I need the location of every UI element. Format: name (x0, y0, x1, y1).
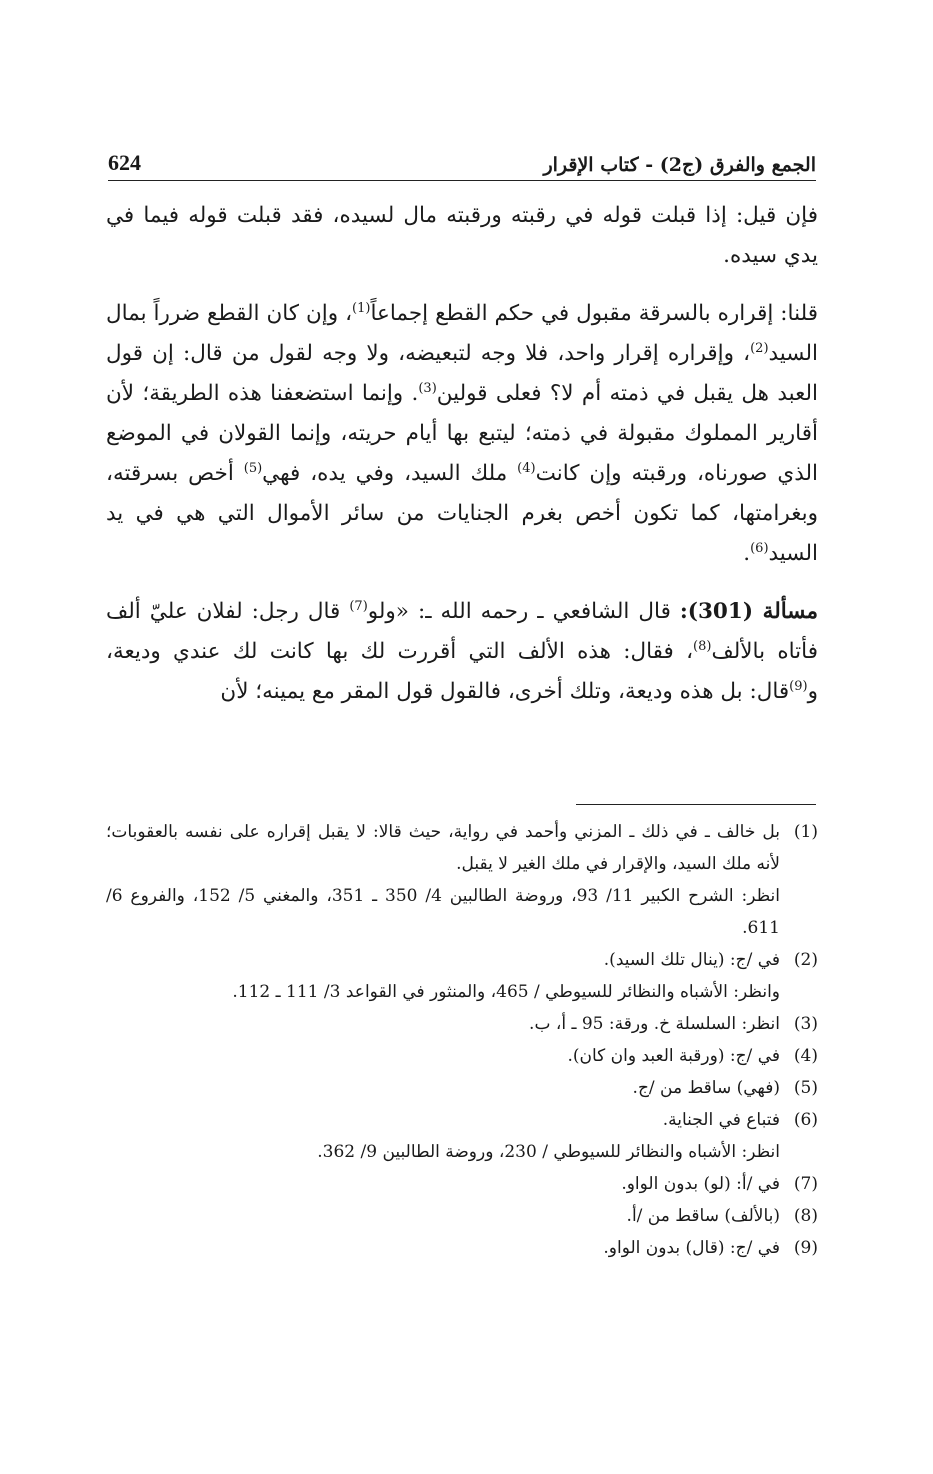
text-segment: ، فقال: هذه الألف التي أقررت لك بها كانت لك عندي وديعة، و (106, 639, 818, 704)
footnote-number: (2) (793, 950, 818, 970)
footnote-line: في /ج: (ورقبة العبد وان كان). (567, 1046, 780, 1066)
footnote-text (106, 1168, 780, 1200)
footnote-text (106, 1104, 780, 1168)
footnote-number: (9) (793, 1238, 818, 1258)
footnote-ref: (3) (418, 380, 437, 396)
footnote-number: (3) (793, 1014, 818, 1034)
footnote-text (106, 944, 780, 1008)
main-text (106, 196, 818, 730)
paragraph-2 (106, 294, 818, 574)
footnote-line: انظر: الشرح الكبير 11/ 93، وروضة الطالبين 4/ 350 ـ 351، والمغني 5/ 152، والفروع 6/ 611. (106, 886, 780, 938)
text-segment: . وإنما استضعفنا هذه الطريقة؛ لأن أقارير المملوك مقبولة في ذمته؛ ليتبع بها أيام حريته، وإنما القولان في الموضع الذي صورناه، ورقبته وإن كانت (106, 381, 819, 486)
footnote-line: فتباع في الجناية. (662, 1110, 780, 1130)
footnote-line: في /أ: (لو) بدون الواو. (621, 1174, 780, 1194)
text-segment: قال رجل: لفلان عليّ ألف فأتاه بالألف (106, 599, 818, 664)
footnote-ref: (4) (517, 460, 536, 476)
text-segment: ، وإقراره إقرار واحد، فلا وجه لتبعيضه، ولا وجه لقول من قال: إن قول العبد هل يقبل في ذمته أم لا؟ فعلى قولين (106, 341, 818, 406)
footnote-number: (6) (793, 1110, 818, 1130)
footnote-text (106, 1232, 780, 1264)
text-segment: قال: بل هذه وديعة، وتلك أخرى، فالقول قول المقر مع يمينه؛ لأن (220, 679, 790, 704)
text-segment: أخص بسرقته، وبغرامتها، كما تكون أخص بغرم الجنايات من سائر الأموال التي هي في يد السيد (106, 461, 818, 566)
text-segment: . (743, 541, 751, 566)
footnote-ref: (9) (789, 678, 808, 694)
page-header (108, 140, 816, 176)
page-number: 624 (108, 150, 141, 175)
footnote-2 (106, 944, 818, 1008)
footnote-ref: (2) (750, 340, 769, 356)
footnote-line: بل خالف ـ في ذلك ـ المزني وأحمد في رواية، حيث قالا: لا يقبل إقراره على نفسه بالعقوبات؛ لأنه ملك السيد، والإقرار في ملك الغير لا يقبل. (106, 822, 780, 874)
footnote-number: (5) (793, 1078, 818, 1098)
footnote-text (106, 816, 780, 944)
footnote-number: (1) (793, 822, 818, 842)
footnote-text (106, 1040, 780, 1072)
footnote-number: (4) (793, 1046, 818, 1066)
footnote-rule (576, 804, 816, 805)
footnote-ref: (1) (352, 300, 371, 316)
footnote-text (106, 1072, 780, 1104)
text-segment: ملك السيد، وفي يده، فهي (262, 461, 518, 486)
footnote-line: انظر: السلسلة خ. ورقة: 95 ـ أ، ب. (529, 1014, 780, 1034)
footnote-line: (فهي) ساقط من /ج. (632, 1078, 780, 1098)
footnote-3 (106, 1008, 818, 1040)
footnote-1 (106, 816, 818, 944)
running-title: الجمع والفرق (ج2) - كتاب الإقرار (543, 154, 816, 176)
paragraph-3 (106, 592, 818, 712)
footnote-5 (106, 1072, 818, 1104)
footnote-line: (بالألف) ساقط من /أ. (626, 1206, 780, 1226)
footnote-4 (106, 1040, 818, 1072)
paragraph-1: فإن قيل: إذا قبلت قوله في رقبته ورقبته مال لسيده، فقد قبلت قوله فيما في يدي سيده. (106, 203, 818, 268)
footnote-7 (106, 1168, 818, 1200)
footnote-ref: (6) (750, 540, 769, 556)
footnote-ref: (8) (693, 638, 712, 654)
footnote-text (106, 1008, 780, 1040)
text-segment: قال الشافعي ـ رحمه الله ـ: «ولو (367, 599, 680, 624)
footnote-6 (106, 1104, 818, 1168)
footnote-line: وانظر: الأشباه والنظائر للسيوطي / 465، والمنثور في القواعد 3/ 111 ـ 112. (232, 982, 780, 1002)
text-segment: قلنا: إقراره بالسرقة مقبول في حكم القطع إجماعاً (370, 301, 818, 326)
footnote-text (106, 1200, 780, 1232)
issue-label: مسألة (301): (679, 599, 819, 624)
footnote-line: في /ج: (ينال تلك السيد). (603, 950, 780, 970)
footnote-line: في /ج: (قال) بدون الواو. (603, 1238, 780, 1258)
text-segment: ، وإن كان القطع ضرراً بمال السيد (106, 301, 818, 366)
footnote-number: (7) (793, 1174, 818, 1194)
footnote-number: (8) (793, 1206, 818, 1226)
footnote-8 (106, 1200, 818, 1232)
footnote-ref: (5) (243, 460, 263, 476)
header-rule (108, 180, 816, 181)
footnote-9 (106, 1232, 818, 1264)
footnote-ref: (7) (349, 598, 368, 614)
footnotes (106, 816, 818, 1264)
footnote-line: انظر: الأشباه والنظائر للسيوطي / 230، وروضة الطالبين 9/ 362. (317, 1142, 780, 1162)
